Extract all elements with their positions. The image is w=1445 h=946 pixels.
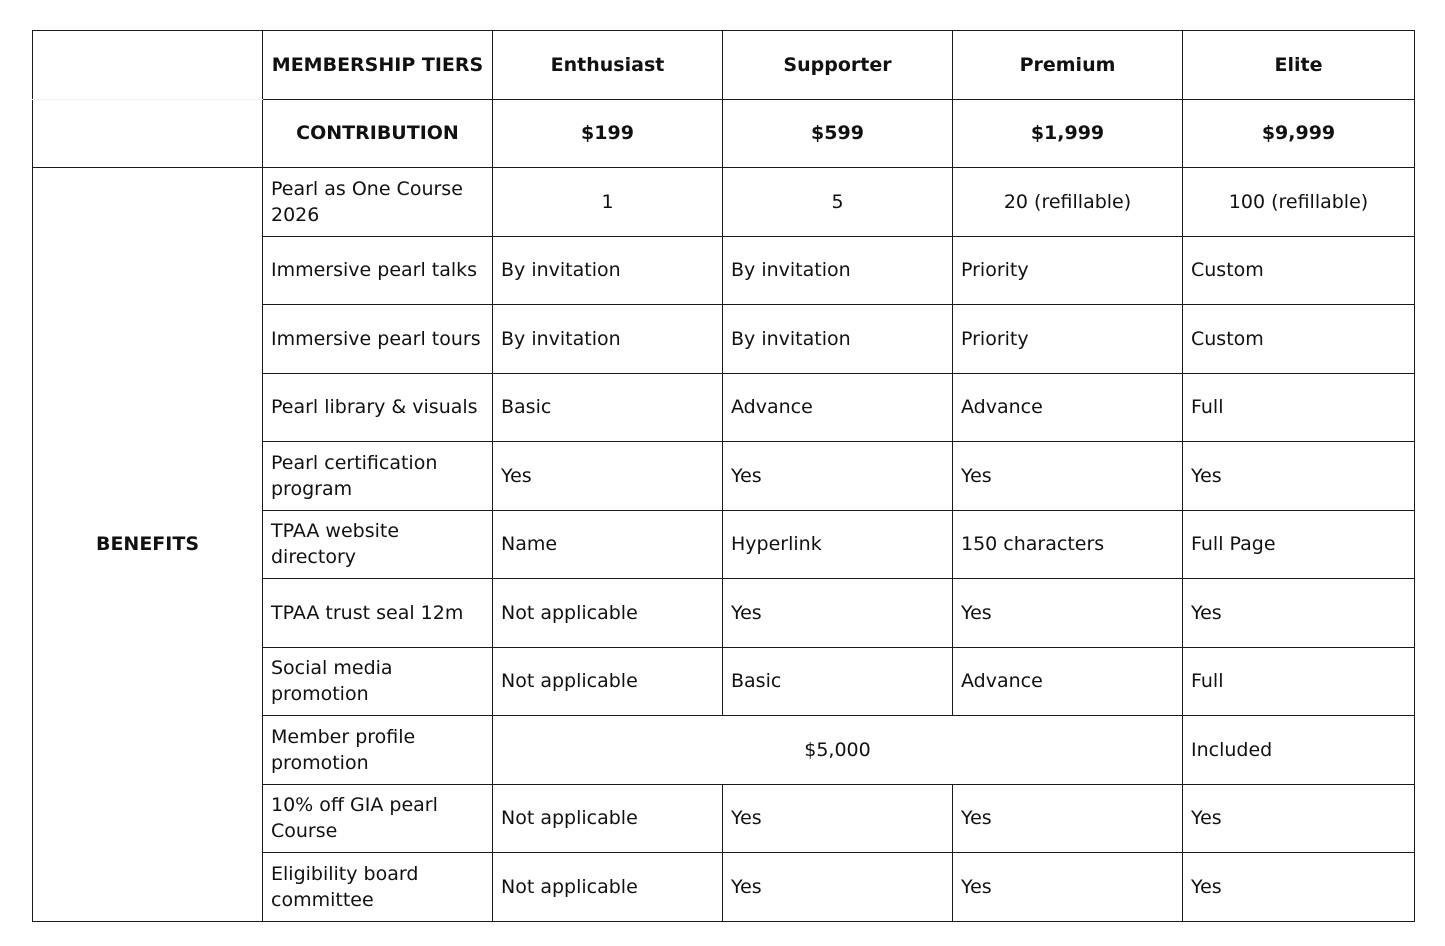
benefits-label: BENEFITS bbox=[33, 168, 263, 922]
benefit-value: Yes bbox=[953, 579, 1183, 648]
benefit-value: Custom bbox=[1183, 305, 1415, 374]
price-elite: $9,999 bbox=[1183, 99, 1415, 168]
benefit-value: By invitation bbox=[723, 305, 953, 374]
benefit-value: Full bbox=[1183, 647, 1415, 716]
contribution-row bbox=[33, 99, 1415, 168]
tier-name-row bbox=[33, 31, 1415, 100]
benefit-value: 100 (refillable) bbox=[1183, 168, 1415, 237]
benefit-value: Custom bbox=[1183, 236, 1415, 305]
benefit-value: Not applicable bbox=[493, 647, 723, 716]
benefit-value: Basic bbox=[493, 373, 723, 442]
price-premium: $1,999 bbox=[953, 99, 1183, 168]
price-supporter: $599 bbox=[723, 99, 953, 168]
benefit-value: By invitation bbox=[493, 305, 723, 374]
benefit-value: Not applicable bbox=[493, 579, 723, 648]
benefit-value: Name bbox=[493, 510, 723, 579]
benefit-name: Pearl library & visuals bbox=[263, 373, 493, 442]
benefit-name: 10% off GIA pearl Course bbox=[263, 784, 493, 853]
benefit-name: Pearl as One Course 2026 bbox=[263, 168, 493, 237]
benefit-name: Eligibility board committee bbox=[263, 853, 493, 922]
benefit-value: Not applicable bbox=[493, 853, 723, 922]
tier-name-premium: Premium bbox=[953, 31, 1183, 100]
membership-tiers-label: MEMBERSHIP TIERS bbox=[263, 31, 493, 100]
benefit-value: Not applicable bbox=[493, 784, 723, 853]
empty-corner-cell bbox=[33, 99, 263, 168]
benefit-value: Yes bbox=[953, 442, 1183, 511]
benefit-value: Yes bbox=[723, 579, 953, 648]
benefit-name: Social media promotion bbox=[263, 647, 493, 716]
benefit-value: Yes bbox=[723, 442, 953, 511]
benefit-value: Yes bbox=[1183, 579, 1415, 648]
tier-name-enthusiast: Enthusiast bbox=[493, 31, 723, 100]
benefit-value: Advance bbox=[953, 373, 1183, 442]
tier-name-supporter: Supporter bbox=[723, 31, 953, 100]
benefit-name: Immersive pearl talks bbox=[263, 236, 493, 305]
benefit-value: By invitation bbox=[493, 236, 723, 305]
benefit-value: Full Page bbox=[1183, 510, 1415, 579]
benefit-value: Yes bbox=[1183, 784, 1415, 853]
benefit-name: TPAA trust seal 12m bbox=[263, 579, 493, 648]
benefit-value: Basic bbox=[723, 647, 953, 716]
membership-tiers-table bbox=[32, 30, 1415, 922]
benefit-name: Member profile promotion bbox=[263, 716, 493, 785]
benefit-value: 5 bbox=[723, 168, 953, 237]
benefit-value: 150 characters bbox=[953, 510, 1183, 579]
benefit-value: Full bbox=[1183, 373, 1415, 442]
benefit-value: Yes bbox=[953, 853, 1183, 922]
tier-name-elite: Elite bbox=[1183, 31, 1415, 100]
table-row bbox=[33, 168, 1415, 237]
benefit-value: Advance bbox=[723, 373, 953, 442]
merged-benefit-value: $5,000 bbox=[493, 716, 1183, 785]
benefit-value: Yes bbox=[723, 853, 953, 922]
benefit-value: 20 (refillable) bbox=[953, 168, 1183, 237]
benefit-value: Yes bbox=[953, 784, 1183, 853]
benefit-name: Immersive pearl tours bbox=[263, 305, 493, 374]
benefit-value: Yes bbox=[1183, 442, 1415, 511]
benefit-name: Pearl certification program bbox=[263, 442, 493, 511]
contribution-label: CONTRIBUTION bbox=[263, 99, 493, 168]
benefit-value: Yes bbox=[493, 442, 723, 511]
price-enthusiast: $199 bbox=[493, 99, 723, 168]
benefit-value: By invitation bbox=[723, 236, 953, 305]
benefit-value: Hyperlink bbox=[723, 510, 953, 579]
benefit-name: TPAA website directory bbox=[263, 510, 493, 579]
benefit-value: Included bbox=[1183, 716, 1415, 785]
benefit-value: Priority bbox=[953, 236, 1183, 305]
benefit-value: 1 bbox=[493, 168, 723, 237]
benefit-value: Advance bbox=[953, 647, 1183, 716]
benefit-value: Yes bbox=[723, 784, 953, 853]
empty-corner-cell bbox=[33, 31, 263, 100]
benefit-value: Priority bbox=[953, 305, 1183, 374]
benefit-value: Yes bbox=[1183, 853, 1415, 922]
